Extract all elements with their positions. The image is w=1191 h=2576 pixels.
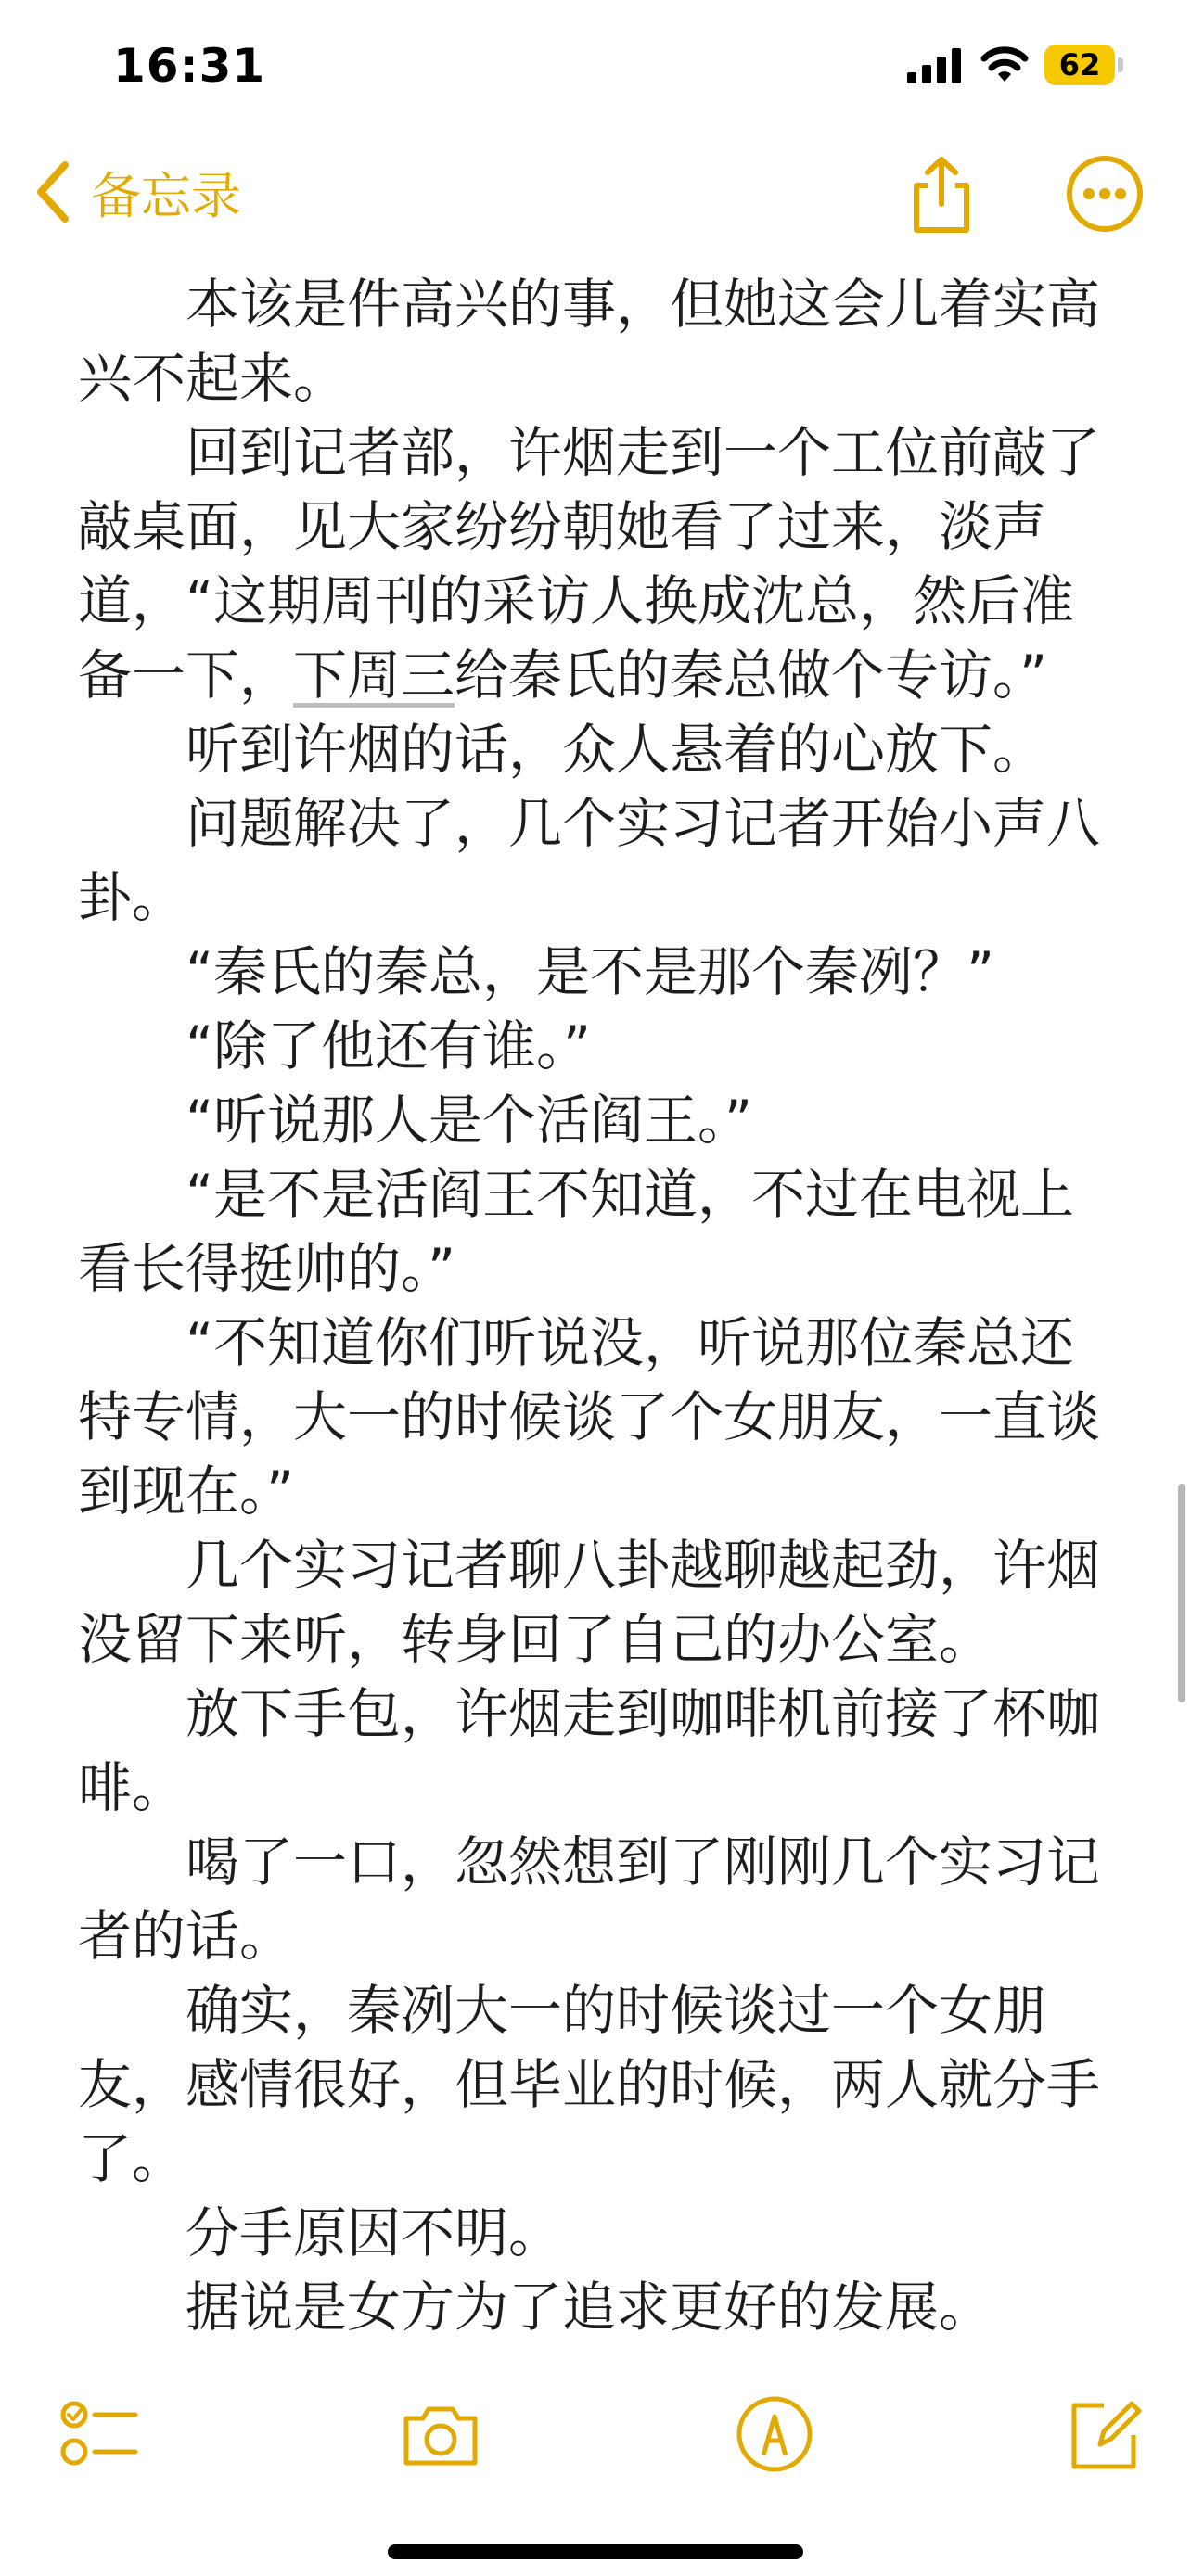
note-paragraph — [78, 415, 1113, 712]
note-paragraph: “是不是活阎王不知道，不过在电视上看长得挺帅的。” — [78, 1163, 1075, 1300]
note-paragraph: “不知道你们听说没，听说那位秦总还特专情，大一的时候谈了个女朋友，一直谈到现在。” — [78, 1311, 1101, 1523]
note-text: 给秦氏的秦总做个专访。” — [455, 644, 1048, 707]
back-label: 备忘录 — [91, 166, 241, 225]
compose-icon[interactable] — [1063, 2392, 1146, 2476]
share-icon[interactable] — [900, 152, 983, 236]
battery-nub — [1118, 57, 1123, 72]
chevron-left-icon — [33, 159, 74, 224]
back-button[interactable] — [33, 159, 241, 224]
note-paragraph: “听说那人是个活阎王。” — [186, 1089, 753, 1152]
note-text: 回到记者部，许烟走到一个工位前敲了敲桌面，见大家纷纷朝她看了过来，淡声道，“这期周刊的采访人换成沈总，然后准备一下， — [78, 421, 1101, 707]
note-paragraph: 听到许烟的话，众人悬着的心放下。 — [186, 718, 1047, 781]
checklist-icon[interactable] — [58, 2392, 141, 2476]
home-indicator[interactable] — [388, 2544, 803, 2559]
camera-icon[interactable] — [399, 2392, 482, 2476]
ellipsis-circle-icon[interactable] — [1063, 152, 1146, 236]
date-link[interactable]: 下周三 — [293, 644, 455, 707]
scroll-indicator[interactable] — [1178, 1484, 1185, 1702]
note-paragraph: 几个实习记者聊八卦越聊越起劲，许烟没留下来听，转身回了自己的办公室。 — [78, 1534, 1101, 1671]
battery-icon — [1044, 45, 1124, 85]
bottom-toolbar — [0, 2374, 1191, 2494]
note-paragraph: 本该是件高兴的事，但她这会儿着实高兴不起来。 — [78, 273, 1101, 410]
note-paragraph: 问题解决了，几个实习记者开始小声八卦。 — [78, 792, 1101, 929]
note-paragraph: 据说是女方为了追求更好的发展。 — [186, 2276, 993, 2339]
note-paragraph: “秦氏的秦总，是不是那个秦冽？” — [186, 940, 995, 1003]
cellular-signal-icon — [907, 48, 963, 83]
wifi-icon — [980, 45, 1029, 83]
note-paragraph: “除了他还有谁。” — [186, 1014, 592, 1078]
status-time: 16:31 — [113, 39, 266, 93]
markup-pen-icon[interactable] — [733, 2392, 816, 2476]
nav-bar — [0, 139, 1191, 250]
note-body[interactable] — [78, 267, 1113, 2344]
battery-level: 62 — [1058, 47, 1101, 83]
note-paragraph: 喝了一口，忽然想到了刚刚几个实习记者的话。 — [78, 1830, 1101, 1968]
note-paragraph: 确实，秦冽大一的时候谈过一个女朋友，感情很好，但毕业的时候，两人就分手了。 — [78, 1979, 1101, 2190]
note-paragraph: 放下手包，许烟走到咖啡机前接了杯咖啡。 — [78, 1682, 1101, 1819]
status-bar — [0, 0, 1191, 139]
note-paragraph: 分手原因不明。 — [186, 2201, 563, 2264]
